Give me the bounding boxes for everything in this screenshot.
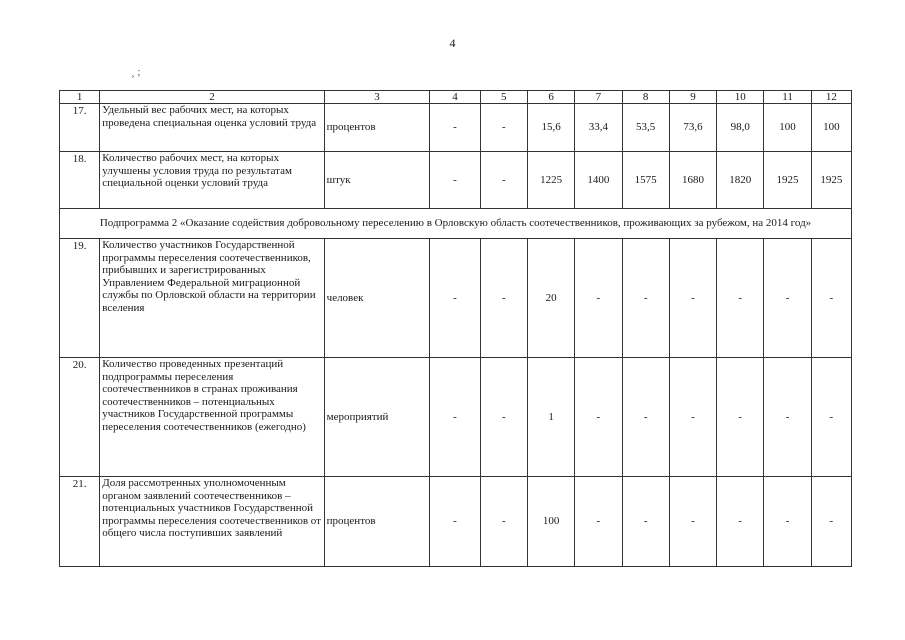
col-header: 8 (622, 91, 669, 104)
col-header: 2 (100, 91, 324, 104)
unit: процентов (324, 104, 430, 152)
col-header: 9 (669, 91, 716, 104)
row-number: 20. (60, 358, 100, 477)
value-cell: - (480, 239, 527, 358)
col-header: 6 (527, 91, 574, 104)
indicator-name: Количество участников Государственной программы переселения соотечественников, прибывших и зарегистрированных Управлением Федеральной миграционной службы по Орловской области на территории вселения (100, 239, 324, 358)
value-cell: - (717, 358, 764, 477)
value-cell: 15,6 (527, 104, 574, 152)
row-number: 19. (60, 239, 100, 358)
value-cell: 33,4 (575, 104, 622, 152)
value-cell: 1820 (717, 152, 764, 209)
value-cell: - (622, 239, 669, 358)
indicator-name: Количество рабочих мест, на которых улучшены условия труда по результатам специальной оценки условий труда (100, 152, 324, 209)
value-cell: - (480, 104, 527, 152)
subprogram-title: Подпрограмма 2 «Оказание содействия добровольному переселению в Орловскую область соотечественников, проживающих за рубежом, на 2014 год» (60, 209, 852, 239)
table-row (60, 152, 852, 209)
row-number: 17. (60, 104, 100, 152)
unit: человек (324, 239, 430, 358)
value-cell: - (480, 358, 527, 477)
value-cell: 1925 (811, 152, 851, 209)
subprogram-row (60, 209, 852, 239)
row-number: 21. (60, 477, 100, 567)
value-cell: - (717, 239, 764, 358)
value-cell: - (430, 152, 480, 209)
indicators-table (59, 90, 852, 567)
value-cell: - (669, 477, 716, 567)
col-header: 1 (60, 91, 100, 104)
indicator-name: Удельный вес рабочих мест, на которых проведена специальная оценка условий труда (100, 104, 324, 152)
unit: мероприятий (324, 358, 430, 477)
value-cell: - (764, 239, 811, 358)
header-row (60, 91, 852, 104)
unit: процентов (324, 477, 430, 567)
table-row (60, 477, 852, 567)
value-cell: - (717, 477, 764, 567)
value-cell: 1400 (575, 152, 622, 209)
col-header: 10 (717, 91, 764, 104)
value-cell: 98,0 (717, 104, 764, 152)
value-cell: - (480, 152, 527, 209)
value-cell: - (575, 239, 622, 358)
value-cell: - (811, 477, 851, 567)
value-cell: 1575 (622, 152, 669, 209)
row-number: 18. (60, 152, 100, 209)
value-cell: - (811, 358, 851, 477)
col-header: 12 (811, 91, 851, 104)
value-cell: - (669, 358, 716, 477)
col-header: 5 (480, 91, 527, 104)
value-cell: 73,6 (669, 104, 716, 152)
value-cell: - (430, 477, 480, 567)
value-cell: 100 (527, 477, 574, 567)
indicator-name: Доля рассмотренных уполномоченным органом заявлений соотечественников – потенциальных участников Государственной программы переселения соотечественников от общего числа поступивших заявлений (100, 477, 324, 567)
value-cell: - (430, 239, 480, 358)
value-cell: 1225 (527, 152, 574, 209)
value-cell: - (430, 358, 480, 477)
value-cell: 1680 (669, 152, 716, 209)
value-cell: - (764, 477, 811, 567)
value-cell: - (764, 358, 811, 477)
value-cell: - (575, 358, 622, 477)
value-cell: - (480, 477, 527, 567)
table-row (60, 358, 852, 477)
value-cell: - (575, 477, 622, 567)
value-cell: - (430, 104, 480, 152)
value-cell: 1925 (764, 152, 811, 209)
value-cell: - (622, 358, 669, 477)
page-number: 4 (449, 36, 456, 50)
table-row (60, 239, 852, 358)
col-header: 3 (324, 91, 430, 104)
value-cell: 1 (527, 358, 574, 477)
col-header: 4 (430, 91, 480, 104)
value-cell: 53,5 (622, 104, 669, 152)
value-cell: - (811, 239, 851, 358)
col-header: 7 (575, 91, 622, 104)
unit: штук (324, 152, 430, 209)
value-cell: - (669, 239, 716, 358)
scan-mark: ¸ ; (131, 66, 141, 78)
table-row (60, 104, 852, 152)
value-cell: 100 (764, 104, 811, 152)
value-cell: - (622, 477, 669, 567)
value-cell: 100 (811, 104, 851, 152)
indicator-name: Количество проведенных презентаций подпрограммы переселения соотечественников в странах проживания соотечественников – потенциальных участников Государственной программы переселения соотечественников (ежегодно) (100, 358, 324, 477)
col-header: 11 (764, 91, 811, 104)
value-cell: 20 (527, 239, 574, 358)
